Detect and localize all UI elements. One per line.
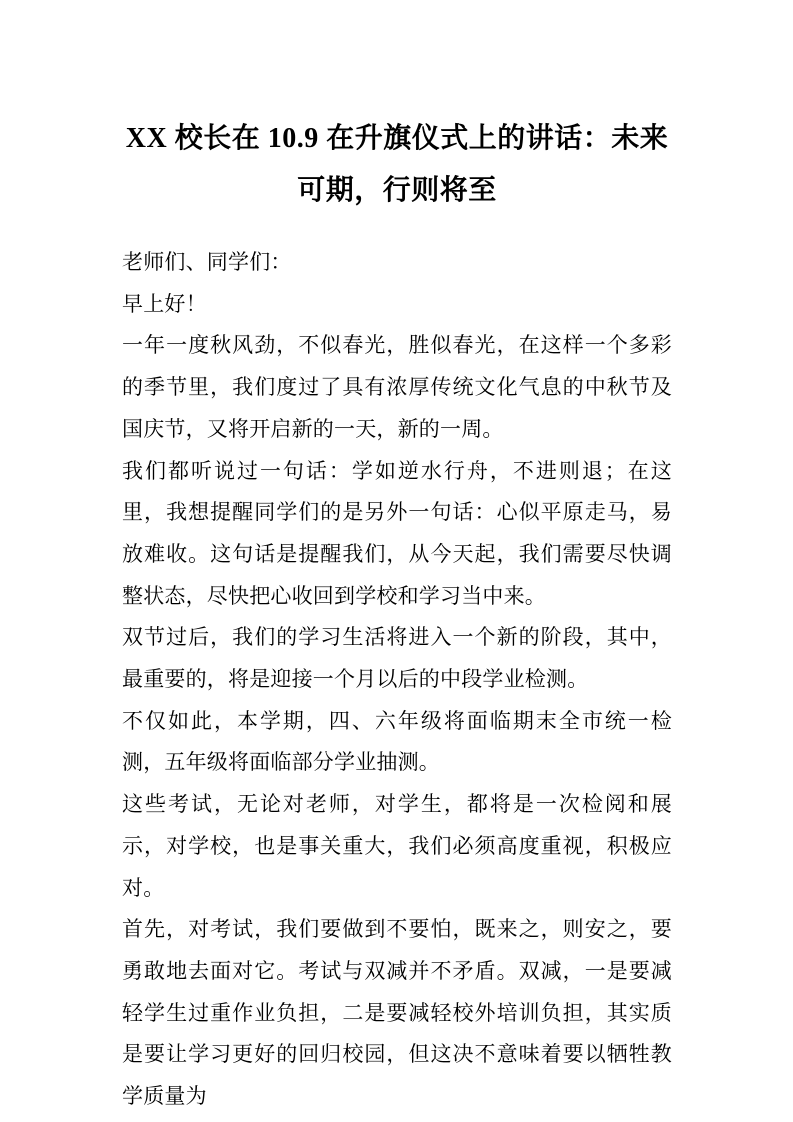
paragraph: 首先，对考试，我们要做到不要怕，既来之，则安之，要勇敢地去面对它。考试与双减并不矛盾。双减，一是要减轻学生过重作业负担，二是要减轻校外培训负担，其实质是要让学习更好的回归校园，但这决不意味着要以牺牲教学质量为 <box>122 917 672 1109</box>
document-body <box>122 242 672 1118</box>
paragraph: 这些考试，无论对老师，对学生，都将是一次检阅和展示，对学校，也是事关重大，我们必须高度重视，积极应对。 <box>122 792 672 900</box>
paragraph: 不仅如此，本学期，四、六年级将面临期末全市统一检测，五年级将面临部分学业抽测。 <box>122 708 672 775</box>
paragraph: 老师们、同学们： <box>122 250 292 274</box>
document-title: XX 校长在 10.9 在升旗仪式上的讲话：未来可期，行则将至 <box>125 123 669 206</box>
paragraph: 双节过后，我们的学习生活将进入一个新的阶段，其中，最重要的，将是迎接一个月以后的中段学业检测。 <box>122 625 672 692</box>
paragraph: 一年一度秋风劲，不似春光，胜似春光，在这样一个多彩的季节里，我们度过了具有浓厚传统文化气息的中秋节及国庆节，又将开启新的一天，新的一周。 <box>122 333 672 441</box>
paragraph: 早上好！ <box>122 291 207 316</box>
paragraph: 我们都听说过一句话：学如逆水行舟，不进则退；在这里，我想提醒同学们的是另外一句话：心似平原走马，易放难收。这句话是提醒我们，从今天起，我们需要尽快调整状态，尽快把心收回到学校和学习当中来。 <box>122 458 672 608</box>
